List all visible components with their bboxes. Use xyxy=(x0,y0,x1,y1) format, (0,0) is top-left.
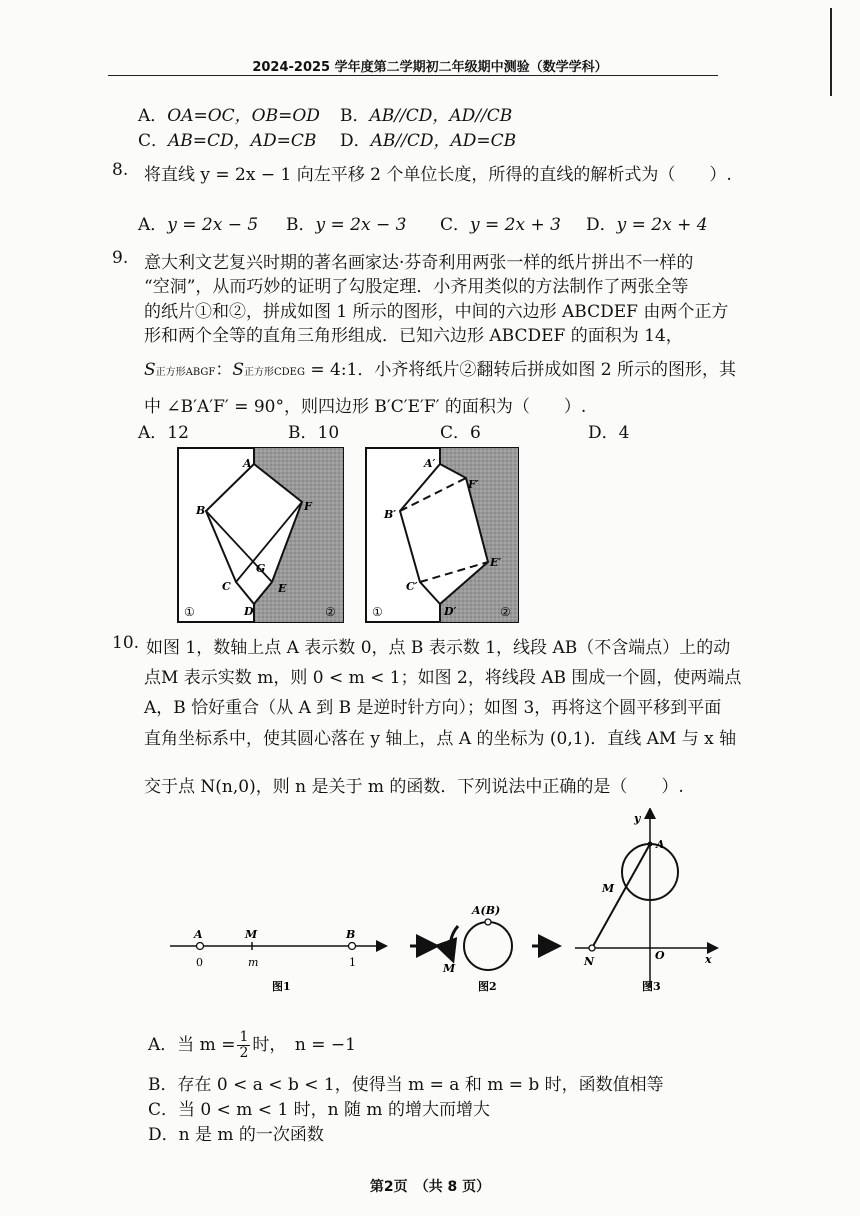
q10-fig2-circle xyxy=(464,922,512,970)
q10-line-4: 直角坐标系中，使其圆心落在 y 轴上，点 A 的坐标为 (0,1)．直线 AM 与 x 轴 xyxy=(144,729,737,749)
q10-fig2-point-ab xyxy=(485,919,491,925)
q10-fig3-point-n xyxy=(589,945,595,951)
q9-line-4: 形和两个全等的直角三角形组成．已知六边形 ABCDEF 的面积为 14， xyxy=(144,326,683,346)
q7-option-c[interactable]: C．AB=CD，AD=CB xyxy=(138,131,317,151)
q10-fig1-caption: 图1 xyxy=(272,980,291,993)
q9-fig1-label-c: C xyxy=(222,580,231,593)
q10-fig3-label-x: x xyxy=(705,953,712,966)
q10-fig1-point-b xyxy=(349,943,356,950)
q7-option-a[interactable]: A．OA=OC，OB=OD xyxy=(138,106,320,126)
q9-ratio-line: S正方形ABGF：S正方形CDEG = 4:1．小齐将纸片②翻转后拼成如图 2 所示的图形，其 xyxy=(144,360,737,380)
q8-option-b[interactable]: B．y = 2x − 3 xyxy=(286,215,407,235)
q10-fig2-label-m: M xyxy=(443,962,456,975)
q10-fig1-tick-1: 1 xyxy=(349,956,356,969)
q10-fig2-direction-arrow xyxy=(450,926,458,958)
scan-edge-mark xyxy=(830,8,832,96)
q9-fig2-label-f: F′ xyxy=(468,478,479,491)
q10-fig3-label-n: N xyxy=(584,955,595,968)
q9-line-2: “空洞”，从而巧妙的证明了勾股定理．小齐用类似的方法制作了两张全等 xyxy=(144,277,689,297)
q10-fig3-line-am xyxy=(592,844,650,948)
q10-fig1-tick-0: 0 xyxy=(196,956,203,969)
q10-option-d[interactable]: D．n 是 m 的一次函数 xyxy=(148,1125,324,1145)
q9-fig1 xyxy=(178,448,343,622)
q10-number: 10. xyxy=(112,633,140,653)
q10-fig3 xyxy=(575,810,716,993)
q9-fig2-label-d: D′ xyxy=(444,605,457,618)
q10-option-a[interactable]: A．当 m = $\frac{1}{2}$ 时， n = −1 xyxy=(148,1029,356,1061)
q9-fig2-label-e: E′ xyxy=(490,556,502,569)
header-rule xyxy=(108,75,718,76)
q9-line-1: 意大利文艺复兴时期的著名画家达·芬奇利用两张一样的纸片拼出不一样的 xyxy=(144,253,694,273)
page-footer: 第2页 （共 8 页） xyxy=(369,1179,491,1195)
q9-fig1-label-e: E xyxy=(278,582,287,595)
q9-number: 9. xyxy=(112,248,129,268)
q10-fig3-point-a xyxy=(648,842,653,847)
q9-fig1-label-a: A xyxy=(243,457,252,470)
q10-line-2: 点M 表示实数 m，则 0 < m < 1；如图 2，将线段 AB 围成一个圆，使两端点 xyxy=(144,668,742,688)
q9-fig2-label-c: C′ xyxy=(406,580,418,593)
q10-line-3: A，B 恰好重合（从 A 到 B 是逆时针方向）；如图 3，再将这个圆平移到平面 xyxy=(144,698,722,718)
q9-line-3: 的纸片①和②，拼成如图 1 所示的图形，中间的六边形 ABCDEF 由两个正方 xyxy=(144,302,729,322)
q9-fig1-piece-2: ② xyxy=(325,605,336,619)
q10-line-1: 如图 1，数轴上点 A 表示数 0，点 B 表示数 1，线段 AB（不含端点）上的动 xyxy=(146,638,731,658)
q10-fig1-label-m: M xyxy=(245,928,258,941)
q8-option-c[interactable]: C．y = 2x + 3 xyxy=(440,215,561,235)
q10-fig2 xyxy=(442,904,512,993)
q9-line-6: 中 ∠B′A′F′ = 90°，则四边形 B′C′E′F′ 的面积为（ ）. xyxy=(144,397,587,417)
q9-fig1-label-g: G xyxy=(256,562,266,575)
q7-option-b[interactable]: B．AB//CD，AD//CB xyxy=(340,106,513,126)
q10-option-b[interactable]: B．存在 0 < a < b < 1，使得当 m = a 和 m = b 时，函数值相等 xyxy=(148,1075,664,1095)
q10-fig1 xyxy=(170,928,385,993)
q9-option-d[interactable]: D．4 xyxy=(588,423,630,443)
q10-option-c[interactable]: C．当 0 < m < 1 时，n 随 m 的增大而增大 xyxy=(148,1100,490,1120)
q10-fig1-point-a xyxy=(197,943,204,950)
q9-fig2-piece-2: ② xyxy=(500,605,511,619)
q10-fig1-tick-m: m xyxy=(248,956,259,969)
q10-fig3-label-y: y xyxy=(634,812,641,825)
q7-option-d[interactable]: D．AB//CD，AD=CB xyxy=(340,131,517,151)
q9-fig2 xyxy=(366,448,518,622)
q9-fig2-label-a: A′ xyxy=(424,457,436,470)
q9-fig1-label-d: D xyxy=(244,605,254,618)
q9-figures xyxy=(170,444,530,626)
q10-figures xyxy=(160,808,720,1000)
q9-fig1-label-b: B xyxy=(196,504,206,517)
q10-line-5: 交于点 N(n,0)，则 n 是关于 m 的函数．下列说法中正确的是（ ）. xyxy=(144,777,684,797)
q10-fig2-label-ab: A(B) xyxy=(472,904,501,917)
page-header: 2024-2025 学年度第二学期初二年级期中测验（数学学科） xyxy=(252,60,608,75)
q9-option-b[interactable]: B．10 xyxy=(288,423,340,443)
q10-fig1-label-b: B xyxy=(346,928,356,941)
q10-fig3-label-a: A xyxy=(656,838,665,851)
q9-fig1-label-f: F xyxy=(304,500,312,513)
q9-option-c[interactable]: C．6 xyxy=(440,423,481,443)
q10-fig2-caption: 图2 xyxy=(478,980,497,993)
q10-fig1-label-a: A xyxy=(194,928,203,941)
q9-option-a[interactable]: A．12 xyxy=(138,423,189,443)
q10-fig3-caption: 图3 xyxy=(642,980,661,993)
q9-fig2-label-b: B′ xyxy=(384,508,397,521)
q10-fig3-label-o: O xyxy=(655,949,665,962)
q10-fig3-label-m: M xyxy=(602,882,615,895)
q9-fig1-piece-1: ① xyxy=(184,605,195,619)
q8-stem: 将直线 y = 2x − 1 向左平移 2 个单位长度，所得的直线的解析式为（ ）. xyxy=(144,165,732,185)
q10-option-a-fraction: $\frac{1}{2}$ xyxy=(239,1029,249,1061)
q8-option-a[interactable]: A．y = 2x − 5 xyxy=(138,215,259,235)
q8-number: 8. xyxy=(112,160,129,180)
q9-fig2-piece-1: ① xyxy=(372,605,383,619)
q8-option-d[interactable]: D．y = 2x + 4 xyxy=(586,215,708,235)
